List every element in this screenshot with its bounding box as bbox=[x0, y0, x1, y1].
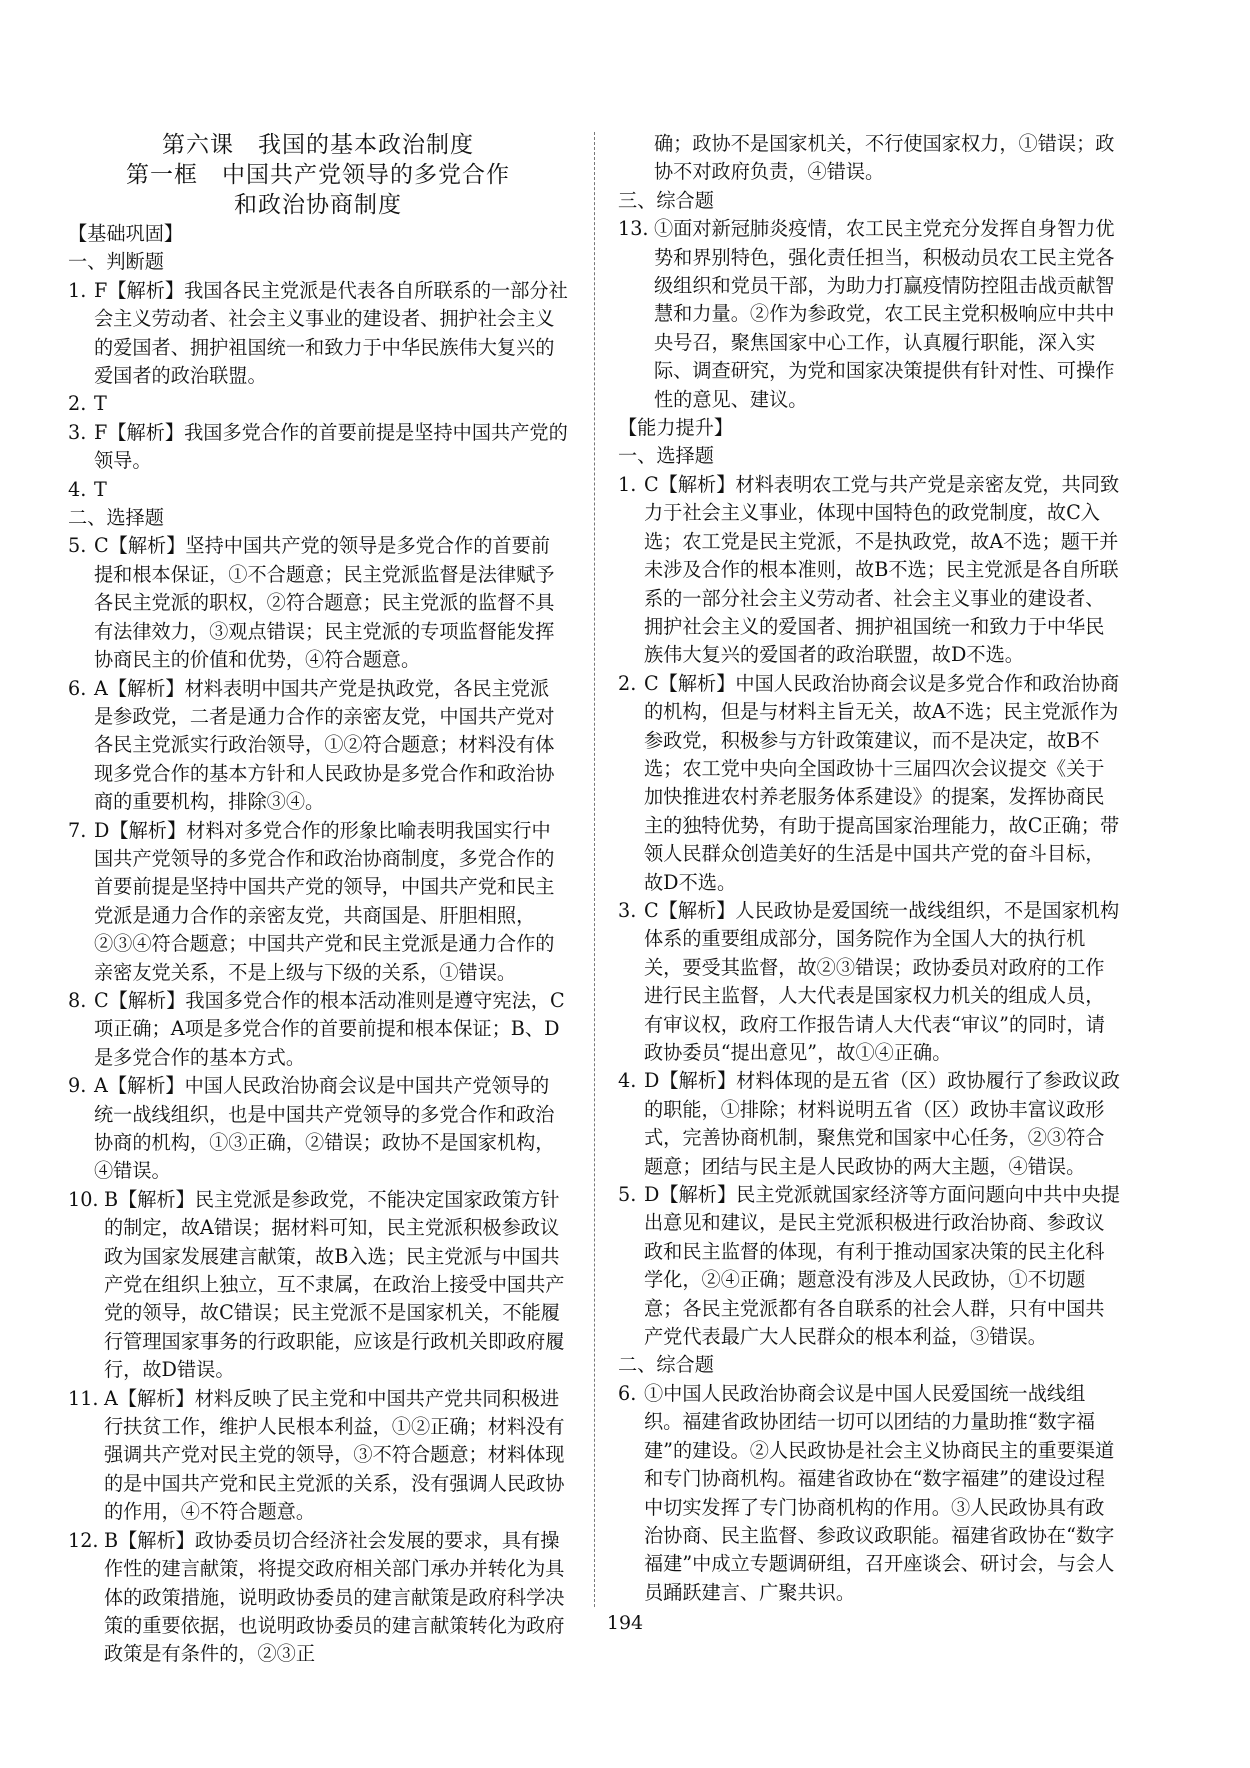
item-number: 11. bbox=[68, 1386, 99, 1410]
item-text: A【解析】材料表明中国共产党是执政党，各民主党派是参政党，二者是通力合作的亲密友党，中国共产党对各民主党派实行政治领导，①②符合题意；材料没有体现多党合作的基本方针和人民政协是多党合作和政治协商的重要机构，排除③④。 bbox=[94, 676, 555, 814]
list-item bbox=[68, 532, 568, 674]
judge-section-label: 一、判断题 bbox=[68, 250, 164, 274]
item-text: T bbox=[94, 392, 107, 416]
frame-title-line2: 和政治协商制度 bbox=[234, 192, 402, 218]
item-number: 2. bbox=[68, 392, 87, 416]
list-item bbox=[68, 390, 568, 418]
item-number: 4. bbox=[68, 477, 87, 501]
list-item bbox=[68, 987, 568, 1072]
item-text: F【解析】我国多党合作的首要前提是坚持中国共产党的领导。 bbox=[94, 420, 568, 473]
item-number: 4. bbox=[618, 1069, 637, 1093]
list-item bbox=[68, 419, 568, 476]
choice-section-label: 二、选择题 bbox=[68, 506, 164, 530]
item-number: 1. bbox=[68, 278, 87, 302]
list-item bbox=[618, 471, 1123, 670]
item-text: C【解析】坚持中国共产党的领导是多党合作的首要前提和根本保证，①不合题意；民主党派监督是法律赋予各民主党派的职权，②符合题意；民主党派的监督不具有法律效力，③观点错误；民主党派的专项监督能发挥协商民主的价值和优势，④符合题意。 bbox=[94, 534, 555, 672]
page-number: 194 bbox=[606, 1612, 644, 1634]
item-number: 6. bbox=[68, 676, 87, 700]
item-number: 2. bbox=[618, 671, 637, 695]
list-item bbox=[68, 675, 568, 817]
basic-section-label: 【基础巩固】 bbox=[68, 222, 184, 245]
item-text: D【解析】民主党派就国家经济等方面问题向中共中央提出意见和建议，是民主党派积极进行政治协商、参政议政和民主监督的体现，有利于推动国家决策的民主化科学化，②④正确；题意没有涉及人民政协，①不切题意；各民主党派都有各自联系的社会人群，只有中国共产党代表最广大人民群众的根本利益，③错误。 bbox=[644, 1183, 1120, 1349]
item-number: 8. bbox=[68, 988, 87, 1012]
item-text: B【解析】民主党派是参政党，不能决定国家政策方针的制定，故A错误；据材料可知，民主党派积极参政议政为国家发展建言献策，故B入选；民主党派与中国共产党在组织上独立，互不隶属，在政治上接受中国共产党的领导，故C错误；民主党派不是国家机关，不能履行管理国家事务的行政职能，应该是行政机关即政府履行，故D错误。 bbox=[104, 1187, 565, 1382]
item-text: ①面对新冠肺炎疫情，农工民主党充分发挥自身智力优势和界别特色，强化责任担当，积极动员农工民主党各级组织和党员干部，为助力打赢疫情防控阻击战贡献智慧和力量。②作为参政党，农工民主党积极响应中共中央号召，聚焦国家中心工作，认真履行职能，深入实际、调查研究，为党和国家决策提供有针对性、可操作性的意见、建议。 bbox=[654, 217, 1115, 411]
choice2-section-label: 一、选择题 bbox=[618, 444, 714, 468]
item-number: 9. bbox=[68, 1074, 87, 1098]
list-item bbox=[68, 1385, 568, 1527]
item-number: 5. bbox=[68, 534, 87, 558]
item-text: C【解析】中国人民政治协商会议是多党合作和政治协商的机构，但是与材料主旨无关，故A不选；民主党派作为参政党，积极参与方针政策建议，而不是决定，故B不选；农工党中央向全国政协十三届四次会议提交《关于加快推进农村养老服务体系建设》的提案，发挥协商民主的独特优势，有助于提高国家治理能力，故C正确；带领人民群众创造美好的生活是中国共产党的奋斗目标，故D不选。 bbox=[644, 671, 1120, 894]
item-text: C【解析】人民政协是爱国统一战线组织，不是国家机构体系的重要组成部分，国务院作为全国人大的执行机关，要受其监督，故②③错误；政协委员对政府的工作进行民主监督，人大代表是国家权力机关的组成人员，有审议权，政府工作报告请人大代表“审议”的同时，请政协委员“提出意见”，故①④正确。 bbox=[644, 898, 1120, 1064]
list-item bbox=[618, 670, 1123, 897]
item-number: 5. bbox=[618, 1183, 637, 1207]
column-divider bbox=[594, 132, 595, 1607]
lesson-title: 第六课 我国的基本政治制度 bbox=[162, 132, 474, 158]
list-item bbox=[68, 1072, 568, 1186]
item-number: 12. bbox=[68, 1528, 99, 1552]
comp2-section-label: 二、综合题 bbox=[618, 1353, 714, 1377]
list-item bbox=[618, 1181, 1123, 1351]
list-item bbox=[68, 476, 568, 504]
list-item bbox=[618, 1067, 1123, 1181]
item-text: C【解析】我国多党合作的根本活动准则是遵守宪法，C项正确；A项是多党合作的首要前提和根本保证；B、D是多党合作的基本方式。 bbox=[94, 988, 565, 1069]
ability-section-label: 【能力提升】 bbox=[618, 416, 734, 440]
item-number: 3. bbox=[68, 420, 87, 444]
item-number: 1. bbox=[618, 472, 637, 496]
item-text: A【解析】中国人民政治协商会议是中国共产党领导的统一战线组织，也是中国共产党领导的多党合作和政治协商的机构，①③正确，②错误；政协不是国家机构，④错误。 bbox=[94, 1074, 555, 1183]
list-item bbox=[68, 1527, 568, 1669]
list-item bbox=[618, 897, 1123, 1067]
left-column bbox=[68, 130, 568, 1669]
list-item bbox=[68, 1186, 568, 1385]
list-item bbox=[68, 817, 568, 987]
item-text: D【解析】材料体现的是五省（区）政协履行了参政议政的职能，①排除；材料说明五省（区）政协丰富议政形式，完善协商机制，聚焦党和国家中心任务，②③符合题意；团结与民主是人民政协的两大主题，④错误。 bbox=[644, 1069, 1120, 1178]
item-number: 10. bbox=[68, 1187, 99, 1211]
list-item bbox=[618, 1380, 1123, 1607]
comp-section-label: 三、综合题 bbox=[618, 188, 714, 212]
item-number: 13. bbox=[618, 217, 649, 241]
item-text: ①中国人民政治协商会议是中国人民爱国统一战线组织。福建省政协团结一切可以团结的力量助推“数字福建”的建设。②人民政协是社会主义协商民主的重要渠道和专门协商机构。福建省政协在“数字福建”的建设过程中切实发挥了专门协商机构的作用。③人民政协具有政治协商、民主监督、参政议政职能。福建省政协在“数字福建”中成立专题调研组，召开座谈会、研讨会，与会人员踊跃建言、广聚共识。 bbox=[644, 1381, 1115, 1604]
item-text: A【解析】材料反映了民主党和中国共产党共同积极进行扶贫工作，维护人民根本利益，①②正确；材料没有强调共产党对民主党的领导，③不符合题意；材料体现的是中国共产党和民主党派的关系，没有强调人民政协的作用，④不符合题意。 bbox=[104, 1386, 565, 1524]
item-text: T bbox=[94, 477, 107, 501]
item-text: C【解析】材料表明农工党与共产党是亲密友党，共同致力于社会主义事业，体现中国特色的政党制度，故C入选；农工党是民主党派，不是执政党，故A不选；题干并未涉及合作的根本准则，故B不选；民主党派是各自所联系的一部分社会主义劳动者、社会主义事业的建设者、拥护社会主义的爱国者、拥护祖国统一和致力于中华民族伟大复兴的爱国者的政治联盟，故D不选。 bbox=[644, 472, 1120, 667]
item-text: B【解析】政协委员切合经济社会发展的要求，具有操作性的建言献策，将提交政府相关部门承办并转化为具体的政策措施，说明政协委员的建言献策是政府科学决策的重要依据，也说明政协委员的建言献策转化为政府政策是有条件的，②③正 bbox=[104, 1528, 565, 1666]
right-column bbox=[618, 130, 1123, 1607]
list-item bbox=[618, 215, 1123, 414]
item-number: 6. bbox=[618, 1381, 637, 1405]
continuation-text: 确；政协不是国家机关，不行使国家权力，①错误；政协不对政府负责，④错误。 bbox=[654, 132, 1115, 184]
frame-title-line1: 第一框 中国共产党领导的多党合作 bbox=[126, 162, 510, 188]
item-text: D【解析】材料对多党合作的形象比喻表明我国实行中国共产党领导的多党合作和政治协商制度，多党合作的首要前提是坚持中国共产党的领导，中国共产党和民主党派是通力合作的亲密友党，共商国是、肝胆相照，②③④符合题意；中国共产党和民主党派是通力合作的亲密友党关系，不是上级与下级的关系，①错误。 bbox=[94, 818, 555, 984]
item-number: 7. bbox=[68, 818, 87, 842]
list-item bbox=[68, 277, 568, 391]
item-text: F【解析】我国各民主党派是代表各自所联系的一部分社会主义劳动者、社会主义事业的建设者、拥护社会主义的爱国者、拥护祖国统一和致力于中华民族伟大复兴的爱国者的政治联盟。 bbox=[94, 278, 568, 388]
item-number: 3. bbox=[618, 898, 637, 922]
